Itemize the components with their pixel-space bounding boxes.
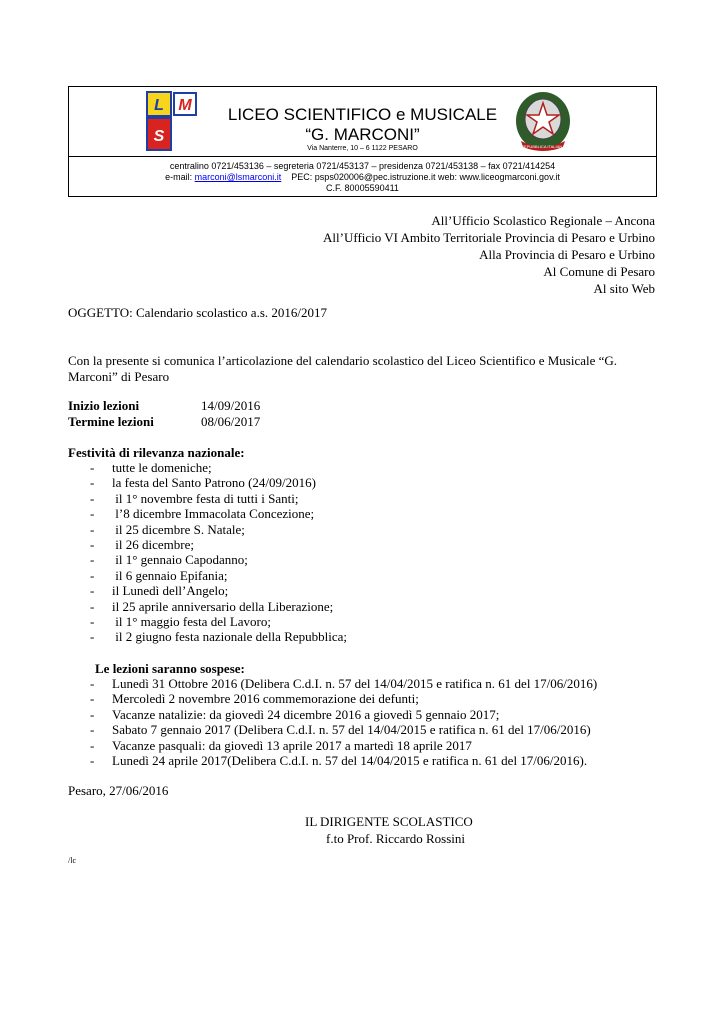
phone-numbers: centralino 0721/453136 – segreteria 0721/453137 – presidenza 0721/453138 – fax 0721/414254 — [169, 161, 556, 171]
school-name: LICEO SCIENTIFICO e MUSICALE — [227, 105, 498, 124]
end-label: Termine lezioni — [68, 414, 154, 429]
list-item: - il 25 aprile anniversario della Liberazione; — [90, 598, 334, 614]
list-item: - il 25 dicembre S. Natale; — [90, 521, 245, 537]
signature-block — [305, 813, 473, 847]
recipients — [323, 212, 655, 297]
list-item: - il 1° gennaio Capodanno; — [90, 552, 248, 568]
email-link[interactable]: marconi@lsmarconi.it — [194, 172, 282, 182]
list-item: - Lunedì 31 Ottobre 2016 (Delibera C.d.I. n. 57 del 14/04/2015 e ratifica n. 61 del 17/06/2016) — [90, 676, 598, 691]
svg-text:M: M — [178, 97, 192, 114]
reference-initials: /lc — [68, 856, 76, 865]
svg-text:REPUBBLICA ITALIANA: REPUBBLICA ITALIANA — [521, 144, 565, 149]
list-item: - Sabato 7 gennaio 2017 (Delibera C.d.I. n. 57 del 14/04/2015 e ratifica n. 61 del 17/06/2016) — [90, 722, 591, 738]
list-item: - il 2 giugno festa nazionale della Repubblica; — [90, 629, 348, 645]
list-item: - la festa del Santo Patrono (24/09/2016) — [90, 475, 316, 491]
list-item: - il Lunedì dell’Angelo; — [90, 583, 229, 599]
letterhead — [68, 86, 657, 197]
list-item: - Mercoledì 2 novembre 2016 commemorazione dei defunti; — [90, 691, 419, 707]
email-pec-web — [69, 172, 656, 183]
list-item: - l’8 dicembre Immacolata Concezione; — [90, 506, 315, 522]
list-item: - Lunedì 24 aprile 2017(Delibera C.d.I. n. 57 del 14/04/2015 e ratifica n. 61 del 17/06/2016). — [90, 753, 588, 769]
pec-web: PEC: psps020006@pec.istruzione.it web: www.liceogmarconi.gov.it — [291, 172, 560, 182]
holidays-title: Festività di rilevanza nazionale: — [68, 445, 245, 460]
recipient: All’Ufficio Scolastico Regionale – Ancona — [431, 213, 655, 228]
subject-line: OGGETTO: Calendario scolastico a.s. 2016/2017 — [68, 305, 327, 320]
suspensions-list — [90, 676, 597, 768]
contact-info — [69, 161, 656, 194]
italian-republic-emblem — [513, 89, 573, 153]
list-item: - il 1° novembre festa di tutti i Santi; — [90, 490, 299, 506]
end-row — [68, 414, 260, 430]
recipient: Al sito Web — [593, 281, 655, 296]
list-item: - il 26 dicembre; — [90, 537, 194, 553]
lesson-dates — [68, 398, 260, 430]
start-label: Inizio lezioni — [68, 398, 140, 413]
list-item: - Vacanze pasquali: da giovedì 13 aprile 2017 a martedì 18 aprile 2017 — [90, 737, 472, 753]
start-row — [68, 398, 260, 414]
holidays-list — [90, 460, 347, 645]
suspensions-title: Le lezioni saranno sospese: — [95, 661, 245, 676]
recipient: Alla Provincia di Pesaro e Urbino — [479, 247, 655, 262]
signatory-title: IL DIRIGENTE SCOLASTICO — [305, 814, 473, 829]
recipient: All’Ufficio VI Ambito Territoriale Provincia di Pesaro e Urbino — [323, 230, 655, 245]
letterhead-top — [69, 87, 656, 157]
email-label: e-mail: — [165, 172, 193, 182]
signatory-name: f.to Prof. Riccardo Rossini — [326, 831, 466, 846]
place-date: Pesaro, 27/06/2016 — [68, 783, 169, 798]
start-value: 14/09/2016 — [201, 398, 261, 413]
school-name-quoted: “G. MARCONI” — [305, 125, 420, 144]
list-item: - il 1° maggio festa del Lavoro; — [90, 614, 271, 630]
list-item: - il 6 gennaio Epifania; — [90, 567, 228, 583]
svg-text:L: L — [154, 97, 164, 114]
svg-text:S: S — [153, 128, 165, 145]
list-item: - tutte le domeniche; — [90, 460, 212, 475]
recipient: Al Comune di Pesaro — [543, 264, 655, 279]
list-item: - Vacanze natalizie: da giovedì 24 dicembre 2016 a giovedì 5 gennaio 2017; — [90, 706, 500, 722]
school-address: Via Nanterre, 10 – 6 1122 PESARO — [307, 145, 418, 152]
end-value: 08/06/2017 — [201, 414, 261, 429]
intro-paragraph: Con la presente si comunica l’articolazione del calendario scolastico del Liceo Scientifico e Musicale “G. Marconi” di Pesaro — [68, 353, 618, 384]
tax-code: C.F. 80005590411 — [326, 183, 399, 193]
